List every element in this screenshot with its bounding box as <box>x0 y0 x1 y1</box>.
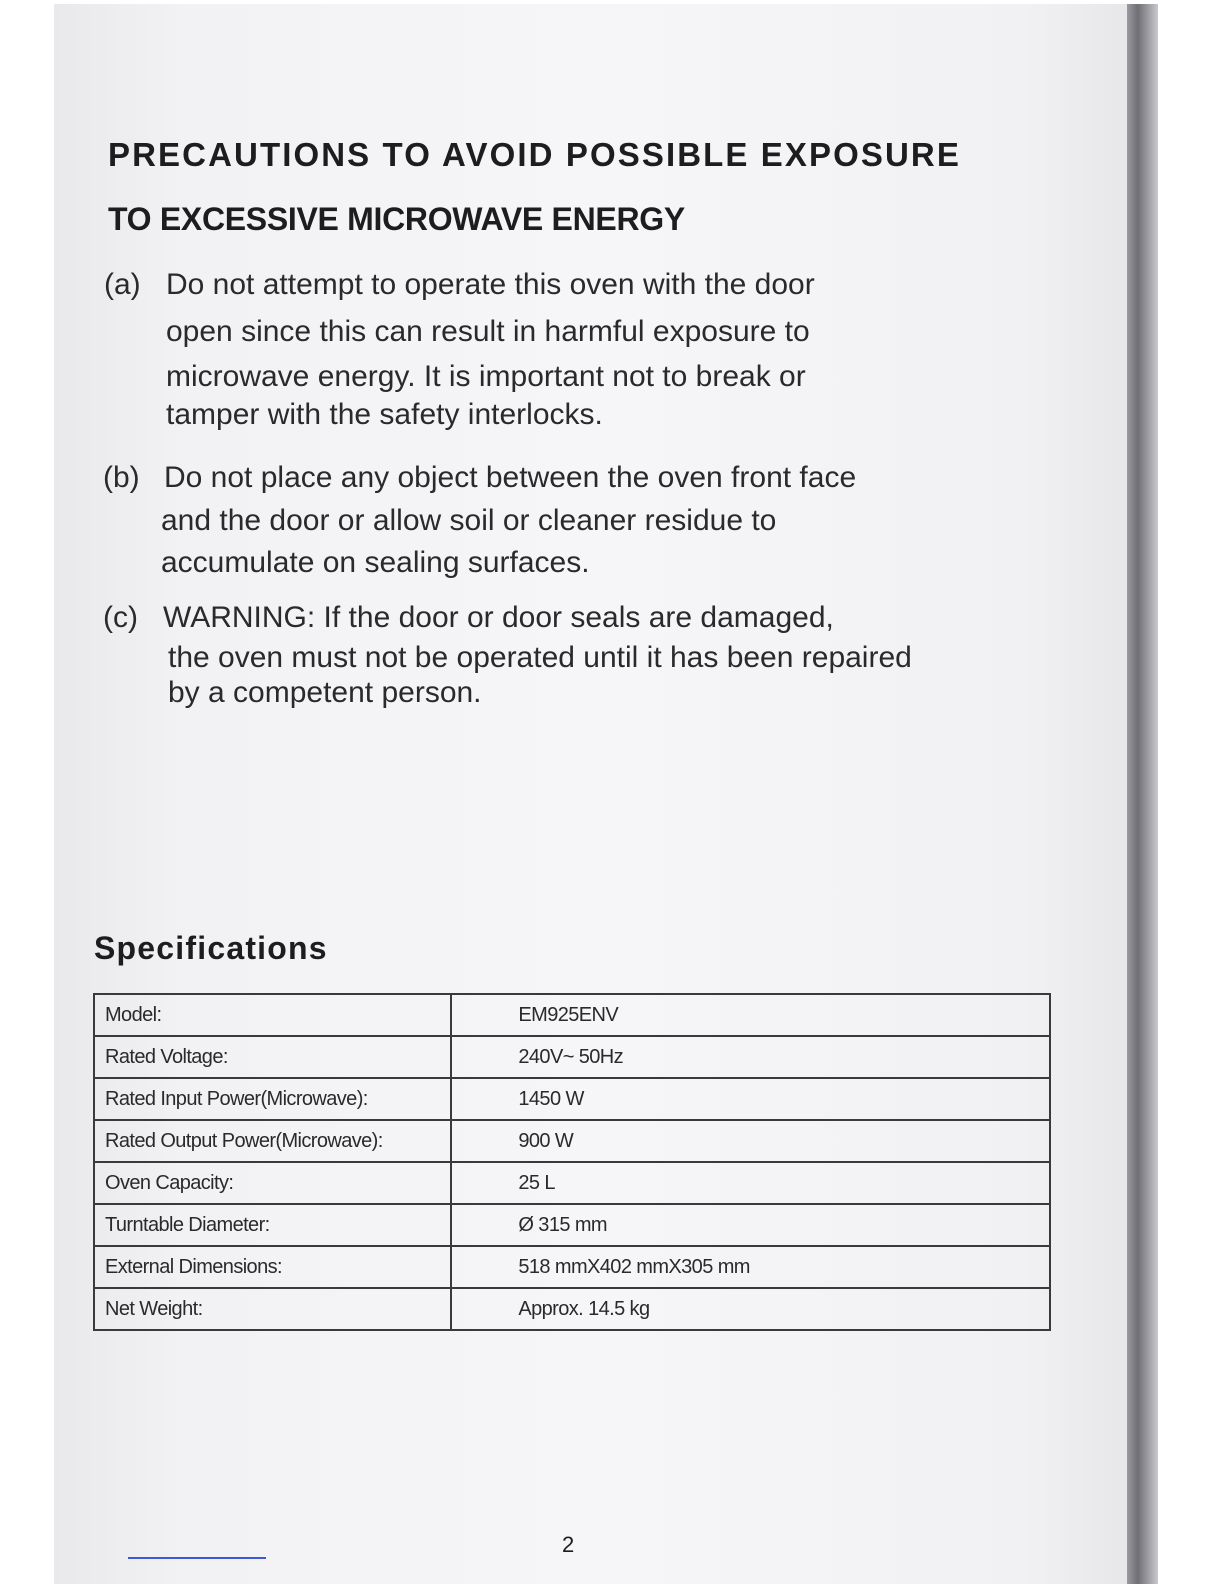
precaution-a-line: tamper with the safety interlocks. <box>166 398 603 431</box>
precaution-b-line: Do not place any object between the oven front face <box>164 461 857 494</box>
precaution-a-label: (a) <box>104 268 141 301</box>
table-row <box>94 1204 1050 1246</box>
precaution-b-line: accumulate on sealing surfaces. <box>161 546 590 579</box>
spec-label: Rated Output Power(Microwave): <box>94 1120 451 1162</box>
precaution-c-line: WARNING: If the door or door seals are damaged, <box>163 601 834 634</box>
spec-label: External Dimensions: <box>94 1246 451 1288</box>
precaution-c-line: the oven must not be operated until it has been repaired <box>168 641 912 674</box>
table-row <box>94 1162 1050 1204</box>
table-row <box>94 1246 1050 1288</box>
spec-label: Rated Input Power(Microwave): <box>94 1078 451 1120</box>
precautions-heading-line-2: TO EXCESSIVE MICROWAVE ENERGY <box>108 201 685 237</box>
page-number: 2 <box>562 1532 575 1557</box>
precaution-a-line: microwave energy. It is important not to break or <box>166 360 806 393</box>
spec-value: 518 mmX402 mmX305 mm <box>451 1246 1050 1288</box>
specifications-title: Specifications <box>94 930 328 966</box>
table-row <box>94 1078 1050 1120</box>
spec-value: Ø 315 mm <box>451 1204 1050 1246</box>
spec-label: Turntable Diameter: <box>94 1204 451 1246</box>
precaution-b-line: and the door or allow soil or cleaner residue to <box>161 504 777 537</box>
precautions-heading-line-1: PRECAUTIONS TO AVOID POSSIBLE EXPOSURE <box>108 136 961 173</box>
spec-value: 1450 W <box>451 1078 1050 1120</box>
footer-rule <box>128 1557 266 1559</box>
binding-spine <box>1127 4 1158 1584</box>
table-row <box>94 1036 1050 1078</box>
precaution-c-label: (c) <box>103 601 138 634</box>
spec-value: 240V~ 50Hz <box>451 1036 1050 1078</box>
precaution-a-line: Do not attempt to operate this oven with the door <box>166 268 815 301</box>
spec-label: Net Weight: <box>94 1288 451 1330</box>
manual-page <box>54 4 1158 1584</box>
table-row <box>94 994 1050 1036</box>
spec-label: Model: <box>94 994 451 1036</box>
precaution-a-line: open since this can result in harmful exposure to <box>166 315 810 348</box>
spec-value: 25 L <box>451 1162 1050 1204</box>
table-row <box>94 1288 1050 1330</box>
spec-label: Oven Capacity: <box>94 1162 451 1204</box>
spec-value: EM925ENV <box>451 994 1050 1036</box>
specifications-table <box>93 993 1051 1331</box>
spec-label: Rated Voltage: <box>94 1036 451 1078</box>
spec-value: 900 W <box>451 1120 1050 1162</box>
precaution-b-label: (b) <box>103 461 140 494</box>
table-row <box>94 1120 1050 1162</box>
spec-value: Approx. 14.5 kg <box>451 1288 1050 1330</box>
precaution-c-line: by a competent person. <box>168 676 482 709</box>
